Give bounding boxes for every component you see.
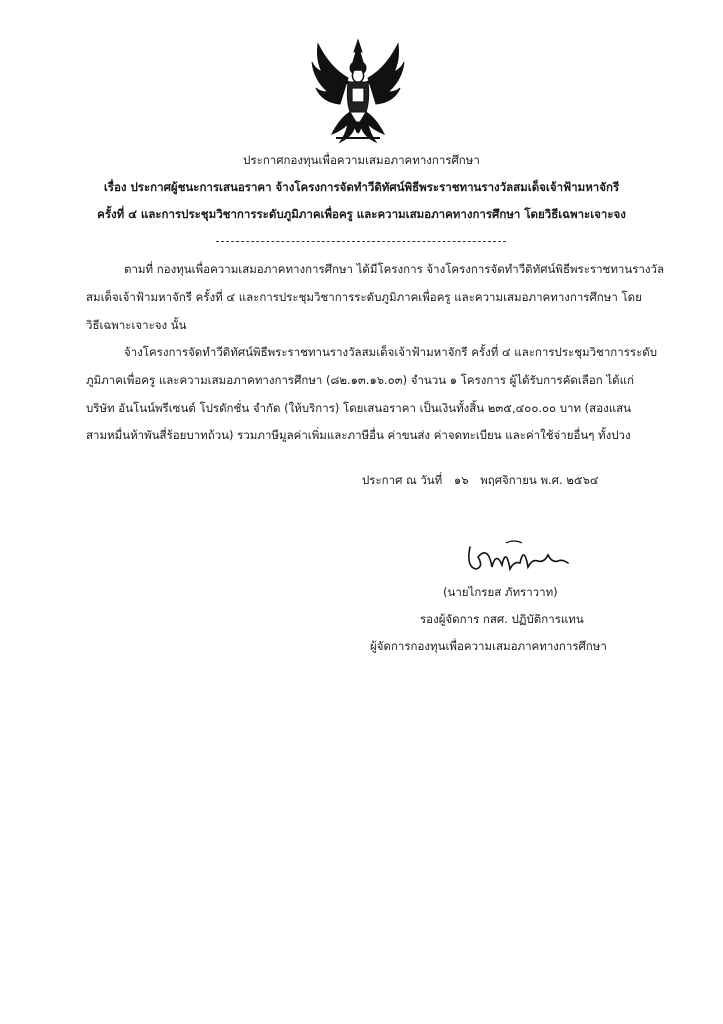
announce-month-year: พฤศจิกายน พ.ศ. ๒๕๖๔ bbox=[480, 473, 599, 487]
signer-position-2: ผู้จัดการกองทุนเพื่อความเสมอภาคทางการศึกษา bbox=[370, 639, 607, 653]
header-divider bbox=[216, 241, 506, 242]
subject-line-2: ครั้งที่ ๔ และการประชุมวิชาการระดับภูมิภาคเพื่อครู และความเสมอภาคทางการศึกษา โดยวิธีเฉพาะเจาะจง bbox=[97, 207, 626, 221]
document-title: ประกาศกองทุนเพื่อความเสมอภาคทางการศึกษา bbox=[243, 153, 480, 167]
signer-name: (นายไกรยส ภัทราวาท) bbox=[443, 585, 558, 599]
paragraph-2-line-1: จ้างโครงการจัดทำวีดิทัศน์พิธีพระราชทานรางวัลสมเด็จเจ้าฟ้ามหาจักรี ครั้งที่ ๔ และการประชุมวิชาการระดับ bbox=[124, 345, 658, 359]
handwritten-signature bbox=[462, 537, 574, 581]
signer-position-1: รองผู้จัดการ กสศ. ปฏิบัติการแทน bbox=[420, 612, 584, 626]
announce-prefix: ประกาศ ณ วันที่ bbox=[362, 473, 443, 487]
paragraph-1-line-1: ตามที่ กองทุนเพื่อความเสมอภาคทางการศึกษา ได้มีโครงการ จ้างโครงการจัดทำวีดิทัศน์พิธีพระราชทานรางวัล bbox=[124, 262, 665, 276]
subject-line-1: เรื่อง ประกาศผู้ชนะการเสนอราคา จ้างโครงการจัดทำวีดิทัศน์พิธีพระราชทานรางวัลสมเด็จเจ้าฟ้ามหาจักรี bbox=[103, 180, 620, 194]
paragraph-2-line-3: บริษัท อันโนน์พรีเซนต์ โปรดักชั่น จำกัด (ให้บริการ) โดยเสนอราคา เป็นเงินทั้งสิ้น ๒๓๕,๔๐๐.๐๐ บาท (สองแสน bbox=[86, 401, 632, 415]
paragraph-1-line-3: วิธีเฉพาะเจาะจง นั้น bbox=[86, 318, 187, 332]
paragraph-2-line-4: สามหมื่นห้าพันสี่ร้อยบาทถ้วน) รวมภาษีมูลค่าเพิ่มและภาษีอื่น ค่าขนส่ง ค่าจดทะเบียน และค่าใช้จ่ายอื่นๆ ทั้งปวง bbox=[86, 428, 631, 442]
paragraph-1-line-2: สมเด็จเจ้าฟ้ามหาจักรี ครั้งที่ ๔ และการประชุมวิชาการระดับภูมิภาคเพื่อครู และความเสมอภาคทางการศึกษา โดย bbox=[86, 290, 642, 304]
paragraph-2-line-2: ภูมิภาคเพื่อครู และความเสมอภาคทางการศึกษา (๘๒.๑๓.๑๖.๐๓) จำนวน ๑ โครงการ ผู้ได้รับการคัดเลือก ได้แก่ bbox=[86, 373, 634, 387]
announce-date bbox=[362, 472, 599, 488]
garuda-emblem bbox=[310, 38, 406, 148]
announce-day: ๑๖ bbox=[453, 473, 469, 487]
